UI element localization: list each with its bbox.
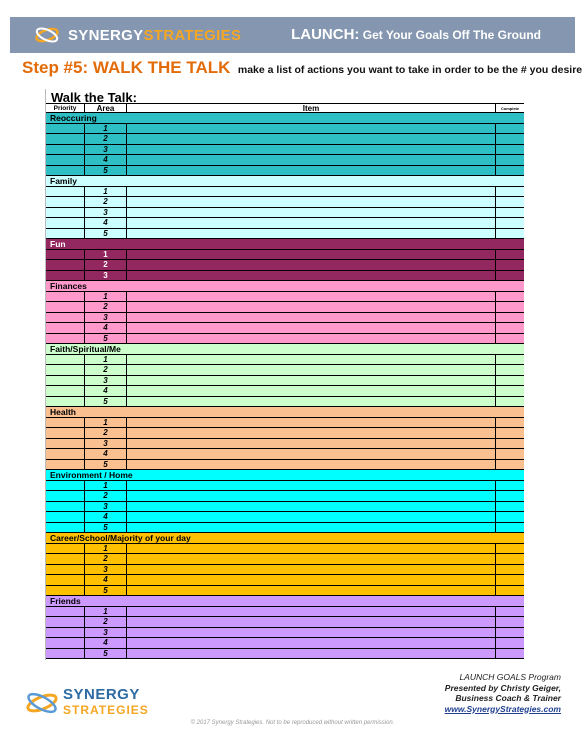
table-row [46,302,524,313]
complete-cell[interactable] [496,323,524,333]
complete-cell[interactable] [496,218,524,228]
header-banner [10,17,575,53]
item-cell[interactable] [127,481,496,491]
area-number-cell: 5 [85,649,127,659]
complete-cell[interactable] [496,376,524,386]
table-row [46,460,524,471]
complete-cell[interactable] [496,460,524,470]
complete-cell[interactable] [496,145,524,155]
area-number-cell: 4 [85,218,127,228]
complete-cell[interactable] [496,271,524,281]
table-row [46,134,524,145]
column-header-area: Area [85,104,127,113]
area-number-cell: 2 [85,365,127,375]
item-cell[interactable] [127,449,496,459]
item-cell[interactable] [127,208,496,218]
item-cell[interactable] [127,428,496,438]
column-header-priority: Priority [46,104,85,113]
complete-cell[interactable] [496,544,524,554]
area-number-cell: 4 [85,638,127,648]
area-number-cell: 1 [85,292,127,302]
area-number-cell: 5 [85,397,127,407]
complete-cell[interactable] [496,512,524,522]
table-row [46,271,524,282]
priority-cell[interactable] [46,145,85,155]
area-number-cell: 2 [85,260,127,270]
item-cell[interactable] [127,460,496,470]
table-row [46,334,524,345]
table-row [46,376,524,387]
category-label: Health [46,407,524,418]
item-cell[interactable] [127,544,496,554]
priority-cell[interactable] [46,586,85,596]
table-row [46,166,524,177]
area-number-cell: 5 [85,166,127,176]
area-number-cell: 4 [85,575,127,585]
table-row [46,491,524,502]
table-row [46,218,524,229]
priority-cell[interactable] [46,365,85,375]
category-label: Environment / Home [46,470,524,481]
complete-cell[interactable] [496,397,524,407]
item-cell[interactable] [127,376,496,386]
column-header-row [46,103,524,113]
item-cell[interactable] [127,502,496,512]
area-number-cell: 1 [85,544,127,554]
priority-cell[interactable] [46,502,85,512]
complete-cell[interactable] [496,166,524,176]
item-cell[interactable] [127,355,496,365]
priority-cell[interactable] [46,649,85,659]
presenter: Presented by Christy Geiger, [444,682,561,693]
complete-cell[interactable] [496,124,524,134]
priority-cell[interactable] [46,428,85,438]
table-row [46,428,524,439]
area-number-cell: 2 [85,491,127,501]
area-number-cell: 2 [85,428,127,438]
item-cell[interactable] [127,512,496,522]
priority-cell[interactable] [46,124,85,134]
table-row [46,323,524,334]
worksheet [45,89,523,660]
complete-cell[interactable] [496,418,524,428]
item-cell[interactable] [127,292,496,302]
complete-cell[interactable] [496,628,524,638]
priority-cell[interactable] [46,166,85,176]
priority-cell[interactable] [46,617,85,627]
table-row [46,649,524,660]
table-row [46,481,524,492]
complete-cell[interactable] [496,197,524,207]
priority-cell[interactable] [46,628,85,638]
complete-cell[interactable] [496,586,524,596]
step-description: make a list of actions you want to take in order to be the # you desire [237,64,583,76]
area-number-cell: 5 [85,334,127,344]
priority-cell[interactable] [46,554,85,564]
priority-cell[interactable] [46,302,85,312]
priority-cell[interactable] [46,250,85,260]
item-cell[interactable] [127,649,496,659]
priority-cell[interactable] [46,218,85,228]
footer-logo [24,684,184,720]
complete-cell[interactable] [496,523,524,533]
priority-cell[interactable] [46,439,85,449]
priority-cell[interactable] [46,491,85,501]
item-cell[interactable] [127,565,496,575]
complete-cell[interactable] [496,554,524,564]
item-cell[interactable] [127,155,496,165]
item-cell[interactable] [127,586,496,596]
table-row [46,544,524,555]
area-number-cell: 3 [85,208,127,218]
category-label: Finances [46,281,524,292]
priority-cell[interactable] [46,449,85,459]
priority-cell[interactable] [46,260,85,270]
item-cell[interactable] [127,418,496,428]
complete-cell[interactable] [496,365,524,375]
table-row [46,355,524,366]
swirl-logo-icon [34,24,60,46]
table-row [46,449,524,460]
presenter-role: Business Coach & Trainer [455,693,561,703]
priority-cell[interactable] [46,418,85,428]
priority-cell[interactable] [46,323,85,333]
title-strong: LAUNCH: [291,26,360,43]
table-row [46,313,524,324]
footer-credits [445,672,561,714]
table-row [46,418,524,429]
priority-cell[interactable] [46,334,85,344]
table-row [46,386,524,397]
table-row [46,397,524,408]
priority-cell[interactable] [46,512,85,522]
priority-cell[interactable] [46,155,85,165]
area-number-cell: 2 [85,554,127,564]
item-cell[interactable] [127,302,496,312]
complete-cell[interactable] [496,260,524,270]
area-number-cell: 4 [85,449,127,459]
complete-cell[interactable] [496,313,524,323]
priority-cell[interactable] [46,544,85,554]
area-number-cell: 2 [85,302,127,312]
brand-part2: STRATEGIES [143,27,242,44]
item-cell[interactable] [127,575,496,585]
complete-cell[interactable] [496,334,524,344]
complete-cell[interactable] [496,250,524,260]
item-cell[interactable] [127,628,496,638]
table-row [46,292,524,303]
table-row [46,260,524,271]
complete-cell[interactable] [496,481,524,491]
title-rest: Get Your Goals Off The Ground [359,28,541,42]
item-cell[interactable] [127,365,496,375]
item-cell[interactable] [127,260,496,270]
table-row [46,502,524,513]
table-row [46,523,524,534]
area-number-cell: 2 [85,197,127,207]
complete-cell[interactable] [496,617,524,627]
complete-cell[interactable] [496,638,524,648]
table-row [46,145,524,156]
priority-cell[interactable] [46,607,85,617]
priority-cell[interactable] [46,565,85,575]
area-number-cell: 4 [85,512,127,522]
table-row [46,586,524,597]
item-cell[interactable] [127,250,496,260]
complete-cell[interactable] [496,428,524,438]
item-cell[interactable] [127,439,496,449]
item-cell[interactable] [127,523,496,533]
area-number-cell: 5 [85,460,127,470]
priority-cell[interactable] [46,271,85,281]
area-number-cell: 2 [85,617,127,627]
item-cell[interactable] [127,638,496,648]
category-label: Fun [46,239,524,250]
complete-cell[interactable] [496,607,524,617]
complete-cell[interactable] [496,302,524,312]
column-header-item: Item [127,104,496,113]
table-row [46,250,524,261]
table-row [46,638,524,649]
complete-cell[interactable] [496,449,524,459]
complete-cell[interactable] [496,439,524,449]
website-link[interactable]: www.SynergyStrategies.com [444,703,561,714]
category-label: Career/School/Majority of your day [46,533,524,544]
area-number-cell: 5 [85,523,127,533]
priority-cell[interactable] [46,229,85,239]
priority-cell[interactable] [46,134,85,144]
complete-cell[interactable] [496,292,524,302]
step-heading [22,58,582,78]
area-number-cell: 1 [85,481,127,491]
priority-cell[interactable] [46,208,85,218]
swirl-logo-icon [24,688,60,718]
area-number-cell: 3 [85,271,127,281]
brand-name [68,27,241,44]
area-number-cell: 5 [85,586,127,596]
area-number-cell: 4 [85,386,127,396]
area-number-cell: 3 [85,313,127,323]
item-cell[interactable] [127,554,496,564]
item-cell[interactable] [127,187,496,197]
column-header-complete: Complete [500,106,520,111]
complete-cell[interactable] [496,155,524,165]
priority-cell[interactable] [46,638,85,648]
area-number-cell: 3 [85,628,127,638]
priority-cell[interactable] [46,313,85,323]
complete-cell[interactable] [496,355,524,365]
priority-cell[interactable] [46,197,85,207]
item-cell[interactable] [127,166,496,176]
item-cell[interactable] [127,334,496,344]
area-number-cell: 4 [85,155,127,165]
priority-cell[interactable] [46,355,85,365]
footer-logo-part2: STRATEGIES [63,703,149,717]
priority-cell[interactable] [46,397,85,407]
table-row [46,155,524,166]
area-number-cell: 1 [85,187,127,197]
table-row [46,208,524,219]
area-number-cell: 2 [85,134,127,144]
item-cell[interactable] [127,397,496,407]
area-number-cell: 1 [85,418,127,428]
table-row [46,607,524,618]
category-label: Family [46,176,524,187]
table-row [46,439,524,450]
table-row [46,617,524,628]
item-cell[interactable] [127,134,496,144]
category-label: Faith/Spiritual/Me [46,344,524,355]
table-row [46,565,524,576]
table-row [46,187,524,198]
table-row [46,628,524,639]
complete-cell[interactable] [496,134,524,144]
priority-cell[interactable] [46,187,85,197]
item-cell[interactable] [127,145,496,155]
complete-cell[interactable] [496,565,524,575]
complete-cell[interactable] [496,208,524,218]
area-number-cell: 5 [85,229,127,239]
table-row [46,229,524,240]
item-cell[interactable] [127,229,496,239]
complete-cell[interactable] [496,386,524,396]
priority-cell[interactable] [46,376,85,386]
item-cell[interactable] [127,124,496,134]
priority-cell[interactable] [46,292,85,302]
item-cell[interactable] [127,617,496,627]
page-title [291,26,541,43]
table-row [46,197,524,208]
priority-cell[interactable] [46,460,85,470]
table-row [46,365,524,376]
area-number-cell: 3 [85,376,127,386]
area-number-cell: 1 [85,124,127,134]
complete-cell[interactable] [496,649,524,659]
area-number-cell: 1 [85,250,127,260]
item-cell[interactable] [127,197,496,207]
item-cell[interactable] [127,218,496,228]
complete-cell[interactable] [496,491,524,501]
table-row [46,554,524,565]
footer-logo-part1: SYNERGY [63,686,140,703]
area-number-cell: 3 [85,145,127,155]
table-row [46,512,524,523]
area-number-cell: 4 [85,323,127,333]
area-number-cell: 3 [85,565,127,575]
table-row [46,575,524,586]
complete-cell[interactable] [496,229,524,239]
step-label: Step #5: WALK THE TALK [22,58,231,77]
complete-cell[interactable] [496,502,524,512]
worksheet-title: Walk the Talk: [51,90,137,105]
area-number-cell: 1 [85,607,127,617]
item-cell[interactable] [127,607,496,617]
copyright-notice: © 2017 Synergy Strategies. Not to be reproduced without written permission. [190,720,395,726]
category-label: Friends [46,596,524,607]
item-cell[interactable] [127,323,496,333]
priority-cell[interactable] [46,523,85,533]
area-number-cell: 1 [85,355,127,365]
item-cell[interactable] [127,386,496,396]
program-name: LAUNCH GOALS Program [459,672,561,682]
item-cell[interactable] [127,313,496,323]
item-cell[interactable] [127,271,496,281]
priority-cell[interactable] [46,386,85,396]
item-cell[interactable] [127,491,496,501]
brand-part1: SYNERGY [68,27,144,44]
table-row [46,124,524,135]
complete-cell[interactable] [496,187,524,197]
priority-cell[interactable] [46,481,85,491]
area-number-cell: 3 [85,439,127,449]
priority-cell[interactable] [46,575,85,585]
category-label: Reoccuring [46,113,524,124]
area-number-cell: 3 [85,502,127,512]
complete-cell[interactable] [496,575,524,585]
